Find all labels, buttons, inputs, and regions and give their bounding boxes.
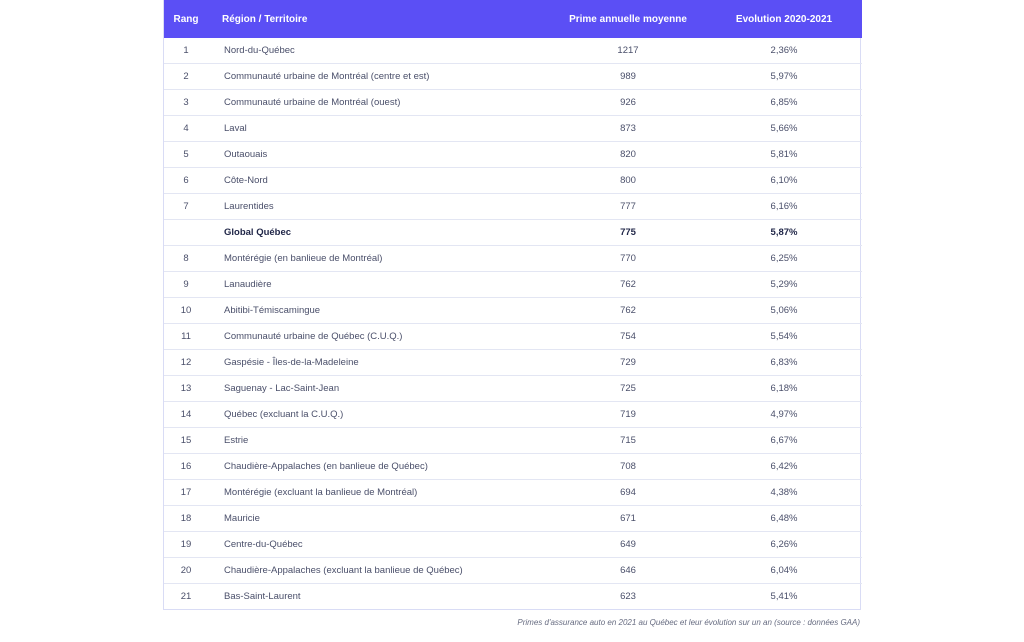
table-row (164, 428, 862, 454)
cell-rank: 10 (164, 298, 208, 324)
cell-evolution: 5,97% (706, 64, 862, 90)
table-row (164, 584, 862, 610)
cell-evolution: 6,10% (706, 168, 862, 194)
cell-prime: 762 (550, 298, 706, 324)
table-row (164, 90, 862, 116)
cell-evolution: 4,38% (706, 480, 862, 506)
cell-evolution: 5,29% (706, 272, 862, 298)
cell-rank: 2 (164, 64, 208, 90)
cell-rank: 6 (164, 168, 208, 194)
cell-rank: 9 (164, 272, 208, 298)
table-row (164, 64, 862, 90)
cell-region: Global Québec (208, 220, 550, 246)
cell-rank: 12 (164, 350, 208, 376)
cell-rank: 11 (164, 324, 208, 350)
header-region: Région / Territoire (222, 13, 308, 25)
cell-rank (164, 220, 208, 246)
cell-rank: 1 (183, 45, 189, 56)
cell-rank: 16 (164, 454, 208, 480)
cell-evolution: 5,87% (706, 220, 862, 246)
cell-prime: 708 (550, 454, 706, 480)
table-row (164, 350, 862, 376)
cell-prime: 694 (550, 480, 706, 506)
cell-prime: 770 (550, 246, 706, 272)
table-row (164, 376, 862, 402)
cell-rank: 20 (164, 558, 208, 584)
cell-prime: 671 (550, 506, 706, 532)
cell-region: Gaspésie - Îles-de-la-Madeleine (208, 350, 550, 376)
cell-region: Montérégie (excluant la banlieue de Montréal) (208, 480, 550, 506)
table-row (164, 142, 862, 168)
cell-rank: 18 (164, 506, 208, 532)
cell-evolution: 5,66% (706, 116, 862, 142)
table-row (164, 194, 862, 220)
cell-region: Estrie (208, 428, 550, 454)
table-row (164, 532, 862, 558)
table-row-global (164, 220, 862, 246)
cell-region: Communauté urbaine de Montréal (ouest) (208, 90, 550, 116)
cell-evolution: 6,83% (706, 350, 862, 376)
cell-evolution: 4,97% (706, 402, 862, 428)
cell-prime: 926 (550, 90, 706, 116)
cell-prime: 729 (550, 350, 706, 376)
cell-region: Laurentides (208, 194, 550, 220)
cell-evolution: 2,36% (770, 45, 798, 56)
table-caption: Primes d'assurance auto en 2021 au Québec et leur évolution sur un an (source : données GAA) (517, 618, 860, 627)
cell-evolution: 6,04% (706, 558, 862, 584)
cell-region: Communauté urbaine de Montréal (centre et est) (208, 64, 550, 90)
cell-prime: 1217 (617, 45, 639, 56)
cell-prime: 777 (550, 194, 706, 220)
cell-region: Québec (excluant la C.U.Q.) (208, 402, 550, 428)
table-row (164, 506, 862, 532)
cell-region: Montérégie (en banlieue de Montréal) (208, 246, 550, 272)
cell-prime: 989 (550, 64, 706, 90)
table-row (164, 272, 862, 298)
cell-prime: 623 (550, 584, 706, 610)
cell-region: Saguenay - Lac-Saint-Jean (208, 376, 550, 402)
premium-table (164, 0, 862, 609)
cell-region: Chaudière-Appalaches (excluant la banlieue de Québec) (208, 558, 550, 584)
header-rank: Rang (173, 13, 199, 25)
cell-evolution: 6,67% (706, 428, 862, 454)
cell-region: Nord-du-Québec (224, 45, 295, 56)
cell-evolution: 6,42% (706, 454, 862, 480)
cell-prime: 725 (550, 376, 706, 402)
cell-region: Bas-Saint-Laurent (208, 584, 550, 610)
cell-prime: 820 (550, 142, 706, 168)
table-row (164, 168, 862, 194)
cell-prime: 873 (550, 116, 706, 142)
cell-prime: 762 (550, 272, 706, 298)
table-row (164, 246, 862, 272)
cell-prime: 775 (550, 220, 706, 246)
table-row (164, 454, 862, 480)
cell-evolution: 5,54% (706, 324, 862, 350)
cell-evolution: 5,41% (706, 584, 862, 610)
cell-rank: 13 (164, 376, 208, 402)
cell-prime: 800 (550, 168, 706, 194)
cell-evolution: 6,85% (706, 90, 862, 116)
cell-prime: 754 (550, 324, 706, 350)
cell-rank: 17 (164, 480, 208, 506)
cell-region: Laval (208, 116, 550, 142)
cell-rank: 15 (164, 428, 208, 454)
cell-evolution: 6,18% (706, 376, 862, 402)
cell-region: Côte-Nord (208, 168, 550, 194)
cell-region: Abitibi-Témiscamingue (208, 298, 550, 324)
cell-region: Lanaudière (208, 272, 550, 298)
cell-rank: 7 (164, 194, 208, 220)
cell-region: Mauricie (208, 506, 550, 532)
cell-evolution: 5,81% (706, 142, 862, 168)
table-row (164, 402, 862, 428)
cell-prime: 719 (550, 402, 706, 428)
cell-rank: 21 (164, 584, 208, 610)
table-header-row (164, 0, 862, 38)
cell-rank: 4 (164, 116, 208, 142)
cell-evolution: 6,26% (706, 532, 862, 558)
header-evolution: Evolution 2020-2021 (735, 13, 833, 25)
table-header (164, 0, 862, 38)
cell-prime: 649 (550, 532, 706, 558)
cell-rank: 19 (164, 532, 208, 558)
cell-region: Outaouais (208, 142, 550, 168)
cell-rank: 3 (164, 90, 208, 116)
cell-region: Communauté urbaine de Québec (C.U.Q.) (208, 324, 550, 350)
cell-evolution: 6,25% (706, 246, 862, 272)
header-prime: Prime annuelle moyenne (569, 13, 687, 25)
table-row (164, 324, 862, 350)
cell-rank: 5 (164, 142, 208, 168)
table-row (164, 480, 862, 506)
cell-region: Centre-du-Québec (208, 532, 550, 558)
cell-prime: 646 (550, 558, 706, 584)
table-body (164, 38, 862, 609)
cell-region: Chaudière-Appalaches (en banlieue de Québec) (208, 454, 550, 480)
cell-evolution: 6,48% (706, 506, 862, 532)
table-row (164, 558, 862, 584)
cell-evolution: 6,16% (706, 194, 862, 220)
table-row (164, 298, 862, 324)
premium-table-container (163, 0, 861, 610)
table-row (164, 38, 862, 64)
cell-prime: 715 (550, 428, 706, 454)
cell-rank: 8 (164, 246, 208, 272)
cell-evolution: 5,06% (706, 298, 862, 324)
table-row (164, 116, 862, 142)
cell-rank: 14 (164, 402, 208, 428)
